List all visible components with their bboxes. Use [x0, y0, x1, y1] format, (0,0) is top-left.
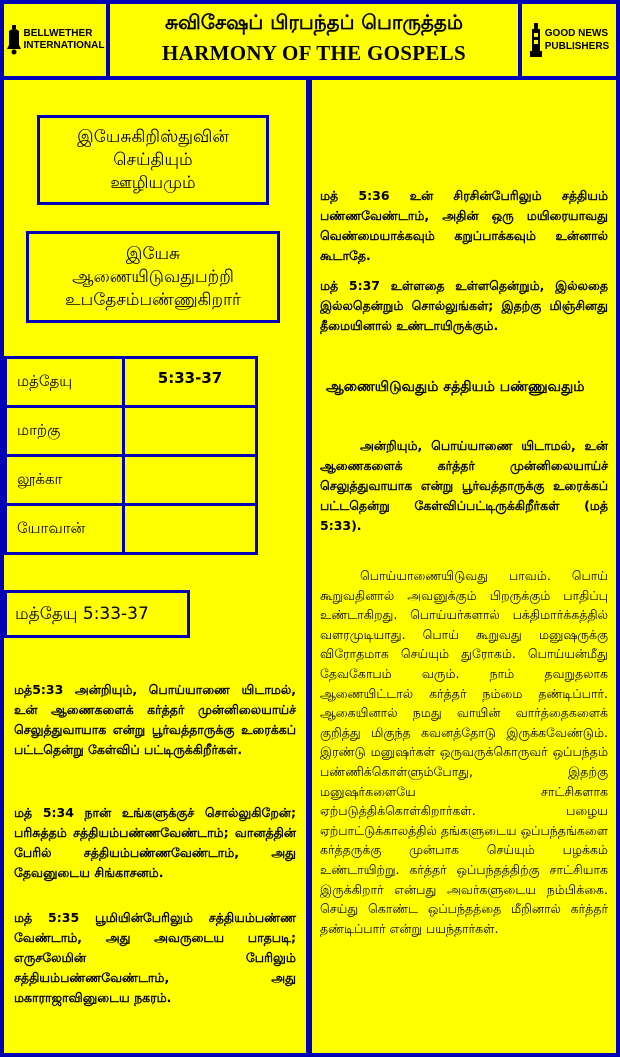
ref-value: 5:33-37: [157, 369, 223, 387]
verse-text: மத் 5:35 பூமியின்பேரிலும் சத்தியம்பண்ண வேண்டாம், அது அவருடைய பாதபடி; எருசலேமின் பேரிலும் சத்தியம்பண்ணவேண்டாம், அது மகாராஜாவினுடைய நகரம்.: [14, 910, 296, 1005]
good-news-logo: [522, 4, 616, 76]
ref-book: மாற்கு: [7, 408, 125, 454]
verse-text: மத் 5:34 நான் உங்களுக்குச் சொல்லுகிறேன்; பரிசுத்தம் சத்தியம்பண்ணவேண்டாம்; வானத்தின் பேரில் சத்தியம்பண்ணவேண்டாம், அது தேவனுடைய சிங்காசனம்.: [14, 805, 296, 880]
logo-line2: PUBLISHERS: [544, 41, 610, 52]
page-title-english: HARMONY OF THE GOSPELS: [162, 41, 466, 65]
lesson-line: உபதேசம்பண்ணுகிறார்: [65, 289, 241, 310]
commentary-text: பொய்யாணையிடுவது பாவம். பொய் கூறுவதினால் அவனுக்கும் பிறருக்கும் பாதிப்பு உண்டாகிறது. பொய்யர்களால் பக்திமார்க்கத்தில் வளரமுடியாது. பொய் கூறுவது மனுஷருக்கு விரோதமாக செய்யும் துரோகம். பொய்யன்மீது தேவகோபம் வரும். நாம் தவறுதலாக ஆணையிட்டால் கர்த்தர் நம்மை தண்டிப்பார். ஆகையினால் நமது வாயின் வார்த்தைகளைக் குறித்து மிகுந்த கவனத்தோடு இருக்கவேண்டும். இரண்டு மனுஷர்கள் ஒருவருக்கொருவர் ஒப்பந்தம் பண்ணிக்கொள்ளும்போது, இதற்கு மனுஷர்களையே சாட்சிகளாக ஏற்படுத்திக்கொள்கிறார்கள். பழைய ஏற்பாட்டுக்காலத்தில் தங்களுடைய ஒப்பந்தங்களை கர்த்தருக்கு முன்பாக செய்யும் பழக்கம் உண்டாயிற்று. கர்த்தர் ஒப்பந்தத்திற்கு சாட்சியாக இருக்கிறார் என்பது அவர்களுடைய நம்பிக்கை. செய்து கொண்ட ஒப்பந்தத்தை மீறினால் கர்த்தர் தண்டிப்பார் என்று பயந்தார்கள்.: [320, 568, 608, 936]
ref-book: மத்தேயு: [7, 359, 125, 405]
ref-value: [125, 408, 255, 454]
ref-row-matthew: [4, 356, 258, 408]
lesson-line: இயேசு: [125, 243, 181, 264]
ref-row-mark: [4, 408, 258, 457]
verse-text: மத் 5:36 உன் சிரசின்பேரிலும் சத்தியம் பண்ணவேண்டாம், அதின் ஒரு மயிரையாவது வெண்மையாக்கவும் கறுப்பாக்கவும் உன்னால் கூடாதே.: [320, 188, 608, 263]
topic-box: [37, 115, 269, 205]
verse-text: மத் 5:37 உள்ளதை உள்ளதென்றும், இல்லதை இல்லதென்றும் சொல்லுங்கள்; இதற்கு மிஞ்சினது தீமையினால் உண்டாயிருக்கும்.: [320, 278, 608, 333]
bell-icon: [6, 25, 22, 55]
ref-value: [125, 506, 255, 552]
left-column: [4, 80, 306, 1053]
ref-row-luke: [4, 457, 258, 506]
verse-text: மத்5:33 அன்றியும், பொய்யாணை யிடாமல், உன் ஆணைகளைக் கர்த்தர் முன்னிலையாய்ச் செலுத்துவாயாக என்று பூர்வத்தாருக்கு உரைக்கப் பட்டதென்று கேள்விப் பட்டிருக்கிறீர்கள்.: [14, 682, 296, 757]
tower-icon: [529, 23, 543, 57]
topic-line: செய்தியும்: [113, 149, 193, 170]
lesson-box: [26, 231, 280, 323]
page-title-tamil: சுவிசேஷப் பிரபந்தப் பொருத்தம்: [164, 10, 464, 34]
logo-line2: INTERNATIONAL: [23, 40, 105, 51]
passage-title-text: மத்தேயு 5:33-37: [15, 603, 149, 624]
bellwether-logo: [4, 4, 106, 76]
logo-line1: GOOD NEWS: [544, 28, 609, 39]
gospel-reference-table: [4, 356, 258, 555]
passage-title: [4, 590, 190, 638]
page-header: [110, 4, 518, 76]
logo-line1: BELLWETHER: [23, 28, 93, 39]
topic-line: இயேசுகிறிஸ்துவின்: [77, 126, 229, 147]
ref-value: [125, 457, 255, 503]
lesson-line: ஆணையிடுவதுபற்றி: [72, 266, 234, 287]
right-column: [312, 80, 616, 1053]
ref-book: யோவான்: [7, 506, 125, 552]
section-subheading: ஆணையிடுவதும் சத்தியம் பண்ணுவதும்: [326, 379, 585, 395]
ref-row-john: [4, 506, 258, 555]
ref-book: லூக்கா: [7, 457, 125, 503]
quote-text: அன்றியும், பொய்யாணை யிடாமல், உன் ஆணைகளைக் கர்த்தர் முன்னிலையாய்ச் செலுத்துவாயாக என்று பூர்வத்தாருக்கு உரைக்கப் பட்டதென்று கேள்விப்பட்டிருக்கிறீர்கள் (மத் 5:33).: [320, 438, 608, 533]
topic-line: ஊழியமும்: [110, 172, 196, 193]
